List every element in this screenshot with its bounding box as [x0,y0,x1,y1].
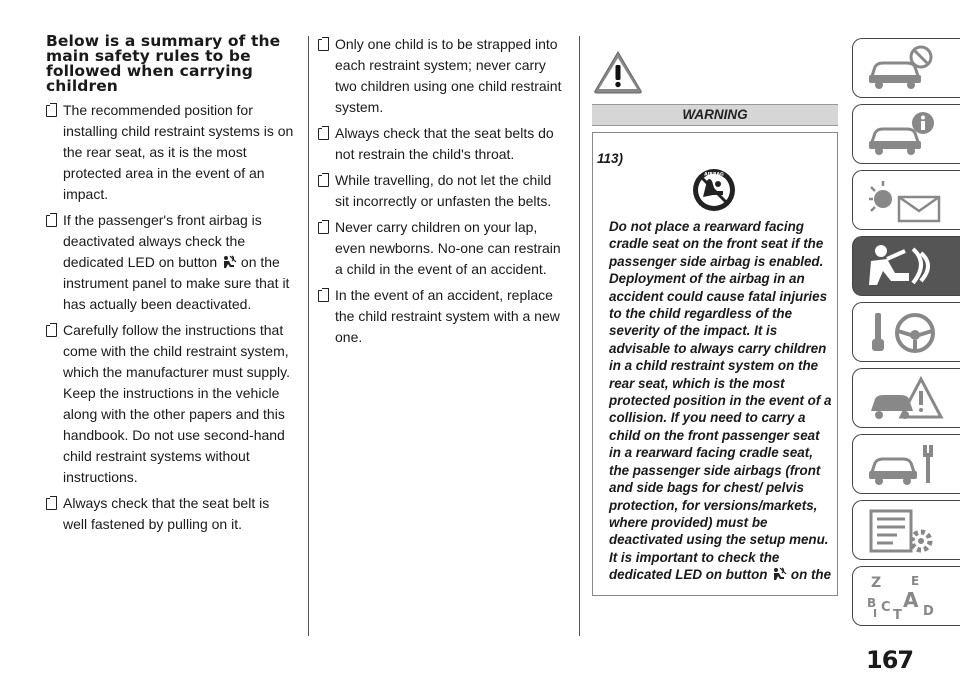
list-item: Always check that the seat belts do not restrain the child's throat. [318,123,563,165]
list-item: Only one child is to be strapped into each restraint system; never carry two children using one child restraint system. [318,34,563,118]
warning-text: Do not place a rearward facing cradle seat on the front seat if the passenger side airbag is enabled. Deployment of the airbag in an accident could cause fatal injuries to the child regardless of the severity of the impact. It is advisable to always carry children in a child restraint system on the rear seat, which is the most protected position in the event of a collision. If you need to carry a child on the front passenger seat in a rearward facing cradle seat, the passenger side airbags (front and side bags for chest/ pelvis protection, for versions/markets, where provided) must be deactivated using the setup menu. It is important to check the dedicated LED on button on the [609,219,832,583]
warning-title: WARNING [592,104,838,126]
checkbox-bullet-icon [318,175,329,187]
list-item: The recommended position for installing child restraint systems is on the rear seat, as it is the most protected area in the event of an impact. [46,100,296,205]
passenger-airbag-off-icon [221,255,237,269]
list-item: Never carry children on your lap, even newborns. No-one can restrain a child in the event of an accident. [318,217,563,280]
section-heading: Below is a summary of the main safety rules to be followed when carrying children [46,32,281,95]
warning-box [592,132,838,596]
page-number: 167 [866,646,914,674]
tab-car-info[interactable] [852,104,960,164]
checkbox-bullet-icon [318,128,329,140]
tab-technical-data[interactable] [852,500,960,560]
column-divider [579,36,580,636]
tab-index[interactable] [852,566,960,626]
list-item: Always check that the seat belt is well fastened by pulling on it. [46,493,296,535]
car-wrench-icon [865,441,945,487]
index-letter: E [911,574,920,588]
index-letter: D [923,604,934,619]
tab-emergency[interactable] [852,368,960,428]
checkbox-bullet-icon [318,39,329,51]
tab-warning-lights[interactable] [852,170,960,230]
index-letter: T [893,608,902,619]
warning-reference: 113) [597,151,624,166]
seat-airbag-icon [865,243,945,289]
tab-safety[interactable] [852,236,960,296]
key-steering-wheel-icon [865,309,945,355]
index-letter: A [903,588,919,612]
index-letter: B [867,596,877,610]
car-info-icon [865,111,945,157]
index-letters-icon [865,573,945,619]
car-dashboard-icon [865,45,945,91]
airbag-label: AIRBAG [704,172,724,178]
warning-lights-icon [865,177,945,223]
safety-rules-list [46,100,296,535]
checkbox-bullet-icon [318,290,329,302]
passenger-airbag-off-icon [771,567,787,581]
checkbox-bullet-icon [46,325,57,337]
list-item: Carefully follow the instructions that come with the child restraint system, which the manufacturer must supply. Keep the instructions in the vehicle along with the other papers and this handbook. Do not use second-hand child restraint systems without instructions. [46,320,296,488]
left-column [46,34,296,540]
list-item: If the passenger's front airbag is deactivated always check the dedicated LED on button on the instrument panel to make sure that it has actually been deactivated. [46,210,296,315]
emergency-triangle-icon [865,375,945,421]
index-letter: C [881,600,891,615]
list-item: In the event of an accident, replace the child restraint system with a new one. [318,285,563,348]
checkbox-bullet-icon [46,215,57,227]
checkbox-bullet-icon [318,222,329,234]
tab-starting-driving[interactable] [852,302,960,362]
technical-data-icon [865,507,945,553]
checkbox-bullet-icon [46,105,57,117]
column-divider [308,36,309,636]
warning-triangle-icon [593,50,643,94]
no-rear-facing-seat-airbag-icon [691,167,737,213]
index-letter: I [873,607,878,619]
index-letter: Z [871,575,882,591]
tab-maintenance[interactable] [852,434,960,494]
safety-rules-list-continued [318,34,563,348]
checkbox-bullet-icon [46,498,57,510]
tab-car-dashboard[interactable] [852,38,960,98]
middle-column [318,34,563,353]
list-item: While travelling, do not let the child sit incorrectly or unfasten the belts. [318,170,563,212]
